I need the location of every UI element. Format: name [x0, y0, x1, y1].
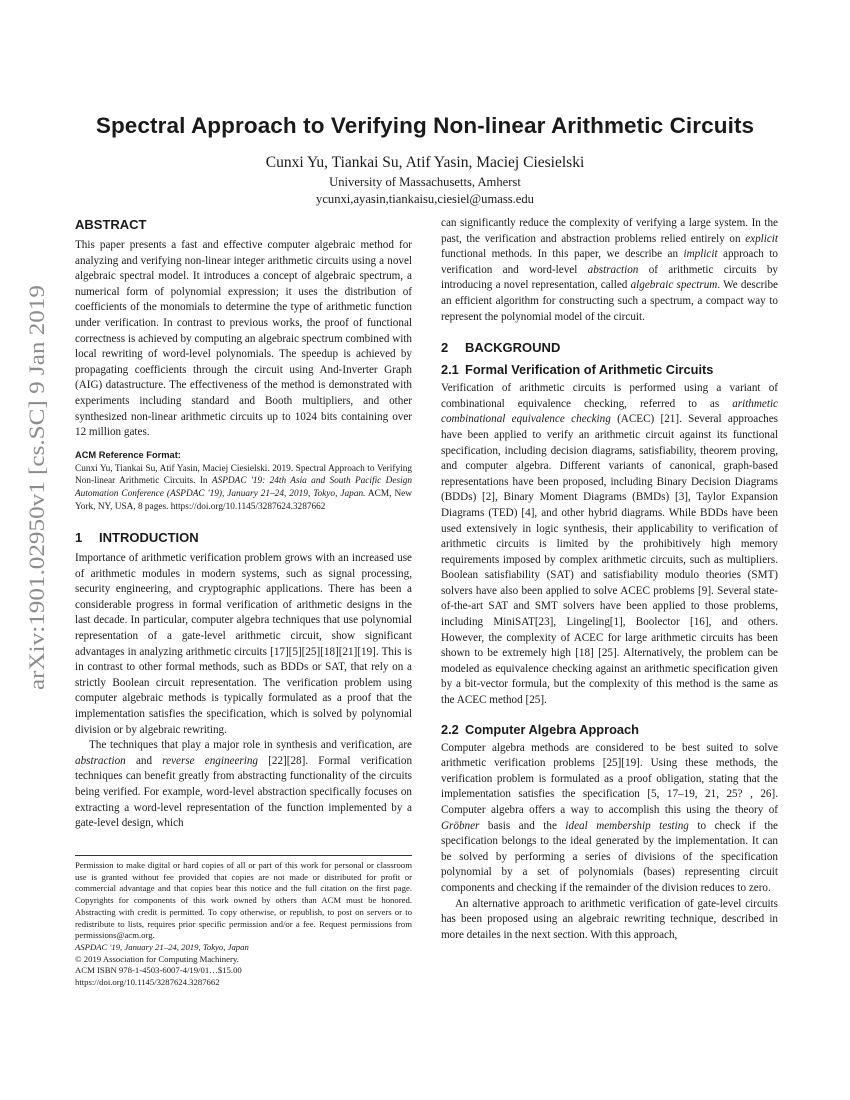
- isbn-line: ACM ISBN 978-1-4503-6007-4/19/01…$15.00: [75, 965, 242, 976]
- arxiv-id-text: arXiv:1901.02950v1 [cs.SC] 9 Jan 2019: [24, 335, 49, 690]
- subsection-number: 2.1: [441, 362, 459, 378]
- left-column: [75, 216, 412, 832]
- section-number: 1: [75, 530, 83, 546]
- affiliation: University of Massachusetts, Amherst: [329, 175, 521, 189]
- text-run: basis and the: [479, 819, 566, 832]
- emphasis: reverse engineering: [162, 754, 259, 767]
- text-run: to check if the specification belongs to the ideal generated by the implementation. It can be solved by performing a series of divisions of the specification polynomial by a set of polynomials (bases) representing circuit components and checking if the remainder of the division reduces to zero.: [441, 819, 778, 894]
- intro-paragraph-2: [75, 738, 412, 832]
- emphasis: ideal membership testing: [565, 819, 689, 832]
- text-run: Computer algebra methods are considered to be best suited to solve arithmetic verification problems [25][19]. Using these methods, the verification problem is formulated as a proof obligation, stating that the implementation satisfies the specification [5, 17–19, 21, 25? , 26]. Computer algebra offers a way to accomplish this using the theory of: [441, 741, 778, 816]
- subsection-title: Formal Verification of Arithmetic Circuits: [465, 362, 714, 378]
- copyright-footnote: [75, 860, 412, 989]
- author-list: Cunxi Yu, Tiankai Su, Atif Yasin, Maciej Ciesielski: [265, 154, 585, 171]
- subsection-title: Computer Algebra Approach: [465, 721, 639, 737]
- emphasis: arithmetic combinational equivalence checking: [441, 397, 778, 426]
- section-title: INTRODUCTION: [99, 530, 199, 546]
- text-run: of arithmetic circuits by introducing a novel representation, called: [441, 263, 779, 292]
- abstract-body: This paper presents a fast and effective computer algebraic method for analyzing and verifying non-linear integer arithmetic circuits using a novel algebraic spectral model. It introduces a concept of algebraic spectrum, a numerical form of polynomial expression; it uses the distribution of coefficients of the monomials to determine the type of arithmetic function under verification. In contrast to previous works, the proof of functional correctness is achieved by computing an algebraic spectrum combined with local rewriting of word-level polynomials. The speedup is achieved by propagating coefficients through the circuit using And-Inverter Graph (AIG) datastructure. The effectiveness of the method is demonstrated with experiments including standard and Booth multipliers, and other synthesized non-linear arithmetic circuits up to 1024 bits containing over 12 million gates.: [75, 239, 412, 439]
- emphasis: Gröbner: [441, 819, 480, 832]
- background-heading: [441, 339, 778, 357]
- arxiv-identifier-stamp: [14, 282, 54, 692]
- section-number: 2: [441, 340, 449, 356]
- section-title: BACKGROUND: [465, 340, 561, 356]
- text-run: (ACEC) [21]. Several approaches have been applied to verify an arithmetic circuit against its functional specification, including decision diagrams, satisfiability, theorem proving, and computer algebra. Different variants of canonical, graph-based representations have been proposed, including Binary Decision Diagrams (BDDs) [2], Binary Moment Diagrams (BMDs) [3], Taylor Expansion Diagrams (TED) [4], and other hybrid diagrams. While BDDs have been used extensively in logic synthesis, their applicability to verification of arithmetic circuits is limited by the prohibitively high memory requirements imposed by complex arithmetic circuits, such as multipliers. Boolean satisfiability (SAT) and satisfiability modulo theories (SMT) solvers have also been applied to solve ACEC problems [9]. Several state-of-the-art SAT and SMT solvers have been applied to those problems, including MiniSAT[23], Lingeling[1], Boolector [16], and others. However, the complexity of ACEC for large arithmetic circuits has been shown to be extremely high [18] [25]. Alternatively, the problem can be modeled as equivalence checking against an arithmetic specification given by a bit-vector formula, but the complexity of this method is the same as the ACEC method [25].: [441, 413, 778, 707]
- doi-link[interactable]: https://doi.org/10.1145/3287624.3287662: [75, 977, 220, 988]
- copyright-line: © 2019 Association for Computing Machinery.: [75, 953, 239, 964]
- formal-verification-heading: [441, 361, 778, 378]
- footnote-divider: [75, 855, 412, 856]
- intro-continuation: [441, 216, 778, 325]
- emphasis: explicit: [745, 232, 778, 245]
- text-run: Verification of arithmetic circuits is performed using a variant of combinational equivalence checking, referred to as: [441, 382, 778, 410]
- text-run: functional methods. In this paper, we describe an: [441, 248, 684, 261]
- emphasis: abstraction: [587, 263, 639, 276]
- author-emails: ycunxi,ayasin,tiankaisu,ciesiel@umass.edu: [316, 192, 534, 206]
- computer-algebra-paragraph-2: An alternative approach to arithmetic verification of gate-level circuits has been proposed using an algebraic rewriting technique, described in more detailes in the next section. With this approach,: [441, 897, 778, 941]
- acm-reference-venue: ASPDAC '19: 24th Asia and South Pacific Design Automation Conference (ASPDAC '19), January 21–24, 2019, Tokyo, Japan.: [75, 476, 412, 499]
- computer-algebra-paragraph-1: [441, 741, 778, 897]
- emphasis: algebraic spectrum: [630, 279, 718, 292]
- introduction-heading: [75, 529, 412, 547]
- formal-verification-paragraph: [441, 381, 778, 708]
- computer-algebra-heading: [441, 721, 778, 738]
- acm-reference-tail: ACM, New York, NY, USA, 8 pages. https://doi.org/10.1145/3287624.3287662: [75, 488, 412, 512]
- abstract-heading: ABSTRACT: [75, 217, 147, 232]
- acm-reference-authors: Cunxi Yu, Tiankai Su, Atif Yasin, Maciej Ciesielski. 2019. Spectral Approach to Verifying Non-linear Arithmetic Circuits. In: [75, 463, 412, 487]
- text-run: and: [125, 754, 163, 767]
- text-run: can significantly reduce the complexity of verifying a large system. In the past, the verification and abstraction problems relied entirely on: [441, 217, 778, 245]
- intro-paragraph-1: Importance of arithmetic verification problem grows with an increased use of arithmetic modules in modern systems, such as signal processing, security engineering, and cryptographic applications. There has been a considerable progress in formal verification of arithmetic designs in the last decade. In particular, computer algebra techniques that use polynomial representation of a gate-level arithmetic circuit, show significant advantages in analyzing arithmetic circuits [17][5][25][18][21][19]. This is in contrast to other formal methods, such as BDDs or SAT, that rely on a strictly Boolean circuit representation. The verification problem using computer algebraic methods is typically formulated as a proof that the implementation satisfies the specification, which is solved by polynomial division or by algebraic rewriting.: [75, 552, 412, 736]
- emphasis: implicit: [683, 248, 718, 261]
- acm-reference-heading: ACM Reference Format:: [75, 449, 181, 460]
- permission-notice: Permission to make digital or hard copies of all or part of this work for personal or classroom use is granted without fee provided that copies are not made or distributed for profit or commercial advantage and that copies bear this notice and the full citation on the first page. Copyrights for components of this work owned by others than ACM must be honored. Abstracting with credit is permitted. To copy otherwise, or republish, to post on servers or to redistribute to lists, requires prior specific permission and/or a fee. Request permissions from permissions@acm.org.: [75, 860, 412, 941]
- text-run: [22][28]. Formal verification techniques can benefit greatly from abstracting functionality of the circuits being verified. For example, word-level abstraction specifically focuses on extracting a word-level representation of the function implemented by a gate-level design, which: [75, 754, 413, 830]
- text-run: . We describe an efficient algorithm for constructing such a spectrum, a compact way to represent the polynomial model of the circuit.: [441, 279, 779, 323]
- acm-reference-body: [75, 463, 412, 513]
- conference-line: ASPDAC '19, January 21–24, 2019, Tokyo, Japan: [75, 941, 249, 952]
- text-run: approach to verification and word-level: [441, 248, 779, 276]
- paper-title: Spectral Approach to Verifying Non-linear Arithmetic Circuits: [95, 113, 755, 138]
- text-run: The techniques that play a major role in synthesis and verification, are: [89, 739, 412, 752]
- emphasis: abstraction: [75, 754, 126, 767]
- right-column: [441, 216, 778, 943]
- subsection-number: 2.2: [441, 721, 459, 737]
